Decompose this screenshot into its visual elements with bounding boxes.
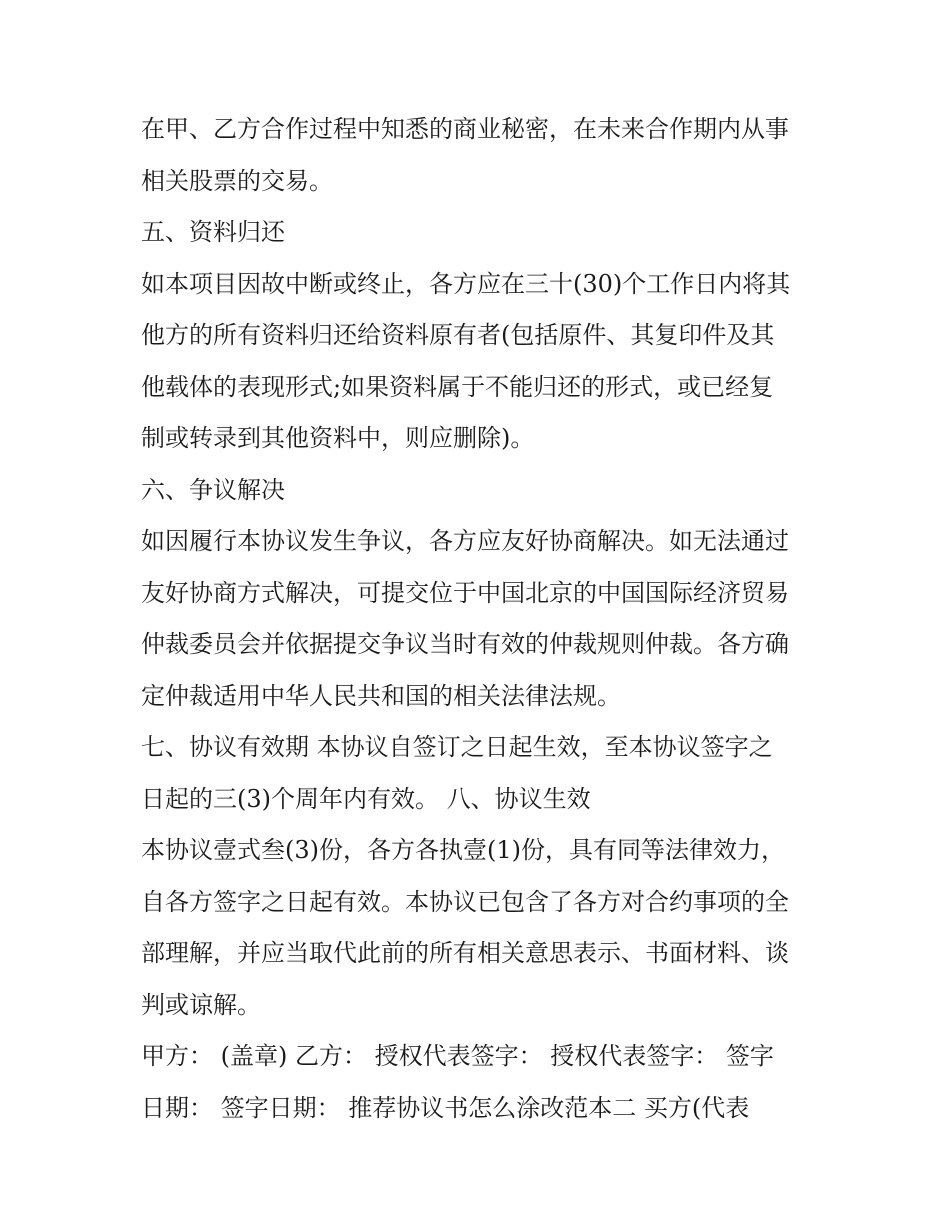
text-line: 制或转录到其他资料中，则应删除)。: [141, 424, 535, 452]
text-line: 本协议壹式叁(3)份，各方各执壹(1)份，具有同等法律效力，: [141, 836, 785, 864]
text-line: 定仲裁适用中华人民共和国的相关法律法规。: [141, 681, 621, 710]
text-line: 日起的三(3)个周年内有效。 八、协议生效: [141, 784, 591, 813]
text-line: 如本项目因故中断或终止，各方应在三十(30)个工作日内将其: [141, 269, 791, 298]
text-line: 他方的所有资料归还给资料原有者(包括原件、其复印件及其: [141, 321, 775, 349]
text-line: 七、协议有效期 本协议自签订之日起生效，至本协议签字之: [141, 733, 773, 761]
text-line: 如因履行本协议发生争议，各方应友好协商解决。如无法通过: [141, 527, 789, 555]
section-heading: 五、资料归还: [141, 218, 285, 246]
text-line: 他载体的表现形式;如果资料属于不能归还的形式，或已经复: [141, 372, 774, 401]
text-line: 部理解，并应当取代此前的所有相关意思表示、书面材料、谈: [141, 939, 789, 967]
text-line: 相关股票的交易。: [141, 166, 333, 195]
document-body: [141, 104, 821, 1134]
text-line: 在甲、乙方合作过程中知悉的商业秘密，在未来合作期内从事: [141, 115, 789, 143]
section-heading: 六、争议解决: [141, 475, 285, 504]
signature-line: 日期： 签字日期： 推荐协议书怎么涂改范本二 买方(代表: [141, 1093, 750, 1122]
text-line: 仲裁委员会并依据提交争议当时有效的仲裁规则仲裁。各方确: [141, 630, 789, 658]
text-line: 自各方签字之日起有效。本协议已包含了各方对合约事项的全: [141, 887, 789, 916]
text-line: 判或谅解。: [141, 990, 261, 1019]
signature-line: 甲方： (盖章) 乙方： 授权代表签字： 授权代表签字： 签字: [141, 1042, 774, 1070]
text-line: 友好协商方式解决，可提交位于中国北京的中国国际经济贸易: [141, 578, 789, 607]
